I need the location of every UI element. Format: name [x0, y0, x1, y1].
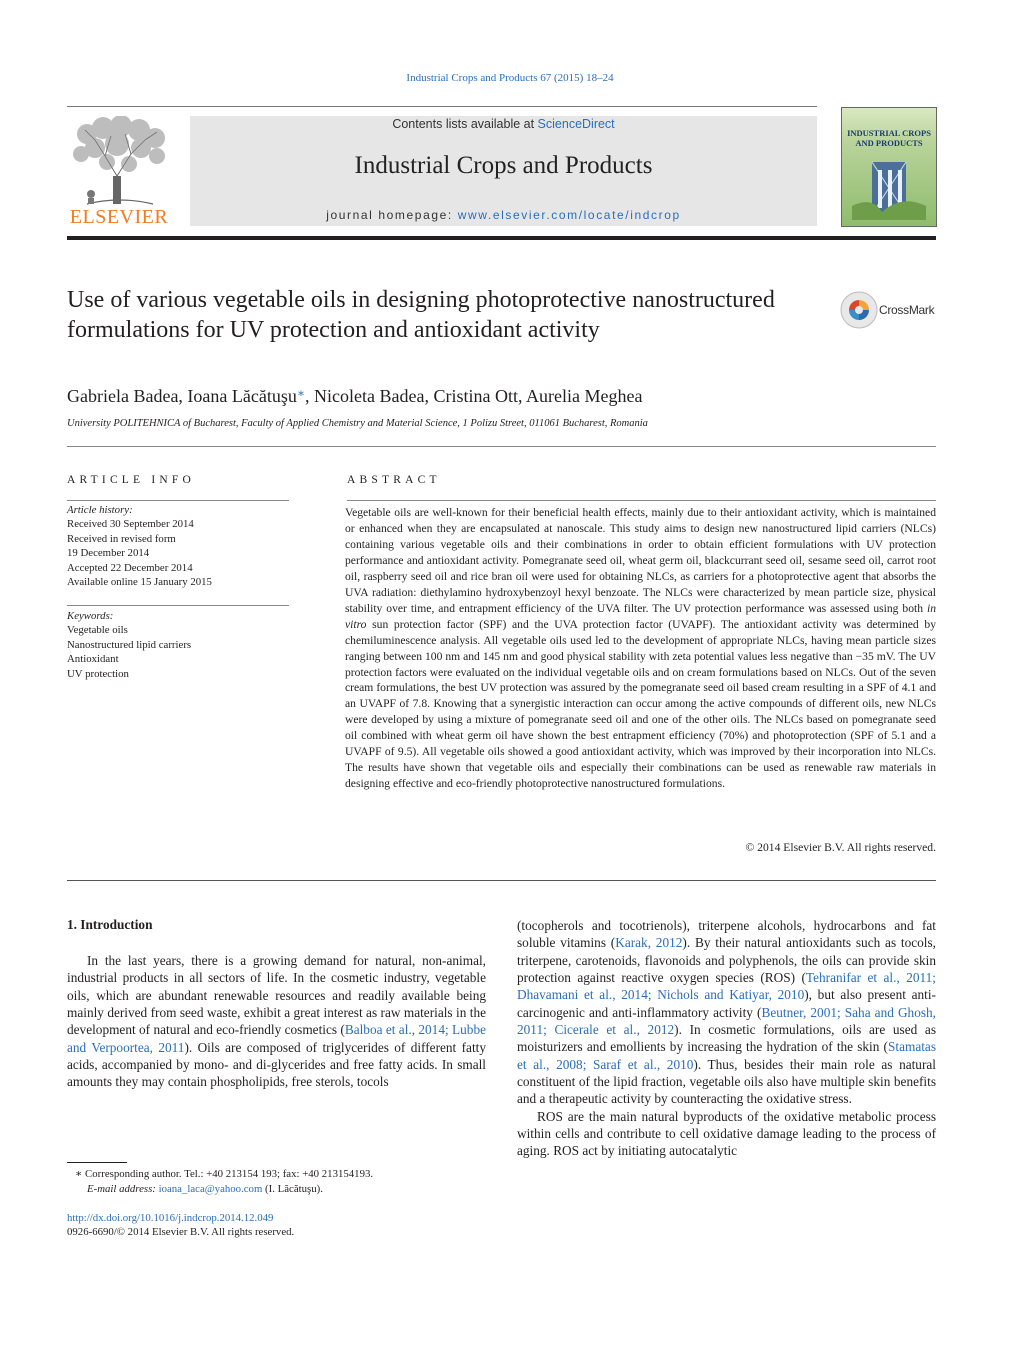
footnote-line-2	[67, 1182, 486, 1197]
body-right-column	[517, 917, 936, 1160]
history-item: Received 30 September 2014	[67, 518, 194, 531]
text-run: ). Thus, besides their main role as natural constituent of the lipid fraction, vegetable oils also have multiple skin benefits and a therapeutic activity by counteracting the oxidative stress.	[517, 1056, 936, 1107]
history-label: Article history:	[67, 504, 133, 516]
corresponding-author-marker[interactable]: ∗	[296, 386, 306, 400]
keyword-item: UV protection	[67, 667, 129, 680]
citation-link[interactable]: Karak, 2012	[615, 935, 683, 951]
contents-prefix: Contents lists available at	[392, 117, 538, 131]
author-affiliation: University POLITEHNICA of Bucharest, Faculty of Applied Chemistry and Material Science, 1 Polizu Street, 011061 Bucharest, Romania	[67, 418, 648, 429]
article-info-heading: ARTICLE INFO	[67, 474, 195, 486]
journal-name: Industrial Crops and Products	[354, 152, 653, 179]
abstract-body	[345, 505, 936, 792]
email-owner: (I. Lăcătuşu).	[262, 1182, 323, 1195]
citation-link[interactable]: Tehranifar et al., 2011; Dhavamani et al., 2014; Nichols and Katiyar, 2010	[517, 970, 936, 1003]
citation-link[interactable]: Stamatas et al., 2008; Saraf et al., 2010	[517, 1039, 936, 1072]
citation-link[interactable]: Beutner, 2001; Saha and Ghosh, 2011; Cicerale et al., 2012	[517, 1004, 936, 1038]
text-run: ), but also present anti-carcinogenic and anti-inflammatory activity (	[517, 987, 936, 1020]
abstract-heading: ABSTRACT	[347, 474, 441, 486]
introduction-heading: 1. Introduction	[67, 917, 153, 932]
footnote-contact: Corresponding author. Tel.: +40 213154 193; fax: +40 213154193.	[82, 1168, 374, 1180]
history-item: Received in revised form	[67, 532, 176, 545]
authors-rest: , Nicoleta Badea, Cristina Ott, Aurelia Meghea	[305, 386, 643, 406]
keyword-item: Vegetable oils	[67, 624, 128, 637]
keyword-item: Antioxidant	[67, 653, 119, 666]
text-run: ). Oils are composed of triglycerides of different fatty acids, accompanied by mono- and di-glycerides and free fatty acids. In small amounts they may contain phospholipids, free sterols, tocols	[67, 1039, 486, 1090]
text-run: In the last years, there is a growing demand for natural, non-animal, industrial products in all sectors of life. In the cosmetic industry, vegetable oils, which are abundant renewable resources and readily available being mainly derived from seed waste, exhibit a great interest as raw materials in the development of natural and eco-friendly cosmetics (	[67, 953, 486, 1038]
footnote-rule	[67, 1162, 127, 1163]
issn-line: 0926-6690/© 2014 Elsevier B.V. All rights reserved.	[67, 1226, 295, 1238]
citation-link[interactable]: Balboa et al., 2014; Lubbe and Verpoortea, 2011	[67, 1022, 486, 1055]
email-link[interactable]: ioana_laca@yahoo.com	[158, 1182, 263, 1195]
elsevier-wordmark: ELSEVIER	[69, 206, 169, 228]
header-thick-rule	[67, 236, 936, 240]
keyword-item: Nanostructured lipid carriers	[67, 638, 192, 651]
email-label: E-mail address:	[87, 1182, 156, 1195]
journal-reference-link[interactable]: Industrial Crops and Products 67 (2015) 18–24	[406, 72, 614, 84]
author-list	[67, 386, 642, 407]
intro-paragraph-1-cont	[517, 917, 936, 1108]
corresponding-author-footnote	[67, 1167, 486, 1196]
homepage-link[interactable]: www.elsevier.com/locate/indcrop	[457, 208, 681, 222]
doi-link[interactable]	[67, 1212, 273, 1224]
abstract-part-2: sun protection factor (SPF) and the UVA protection factor (UVAPF). The antioxidant activity was determined by chemiluminescence analysis. All vegetable oils used led to the development of appropriate NLCs, having mean particle sizes ranging between 100 nm and 145 nm and good physical stability with zeta potential values less negative than −35 mV. The UV protection factors were evaluated on the individual vegetable oils and on cream formulations based on NLCs. Out of the seven cream formulations, the best UV protection was assured by the pomegranate seed oil based cream resulting in a SPF of 4.1 and an UVAPF of 7.8. Knowing that a synergistic interaction can occur among the active compounds of different oils, new NLCs were developed by using a mixture of pomegranate seed oil and one of the other oils. The NLCs based on pomegranate seed oil combined with wheat germ oil have shown the best entrapment efficiency (70%) and photoprotection (SPF of 5.1 and a UVAPF of 9.5). All vegetable oils showed a good antioxidant activity, which was improved by their incorporation into NLCs. The results have shown that vegetable oils and especially their combinations can be used as renewable raw materials in designing effective and eco-friendly photoprotective nanostructured formulations.	[345, 617, 936, 791]
journal-homepage-line	[190, 208, 817, 222]
sciencedirect-link[interactable]: ScienceDirect	[537, 117, 615, 131]
article-title: Use of various vegetable oils in designing photoprotective nanostructured formulations for UV protection and antioxidant activity	[67, 287, 775, 343]
history-item: 19 December 2014	[67, 547, 150, 560]
intro-paragraph-2: ROS are the main natural byproducts of the oxidative metabolic process within cells and contribute to cell oxidative damage leading to the process of aging. ROS act by initiating autocatalytic	[517, 1108, 936, 1159]
abstract-bottom-rule	[67, 880, 936, 881]
article-info-rule	[67, 500, 289, 501]
cover-illustration-icon	[852, 156, 926, 220]
abstract-part-1: Vegetable oils are well-known for their beneficial health effects, mainly due to their antioxidant activity, which is maintained or enhanced when they are encapsulated at nanoscale. This study aims to design new nanostructured lipid carriers (NLCs) containing various vegetable oils and their combinations in order to obtain efficient formulations with UV protection performance and antioxidant activity. Pomegranate seed oil, wheat germ oil, blackcurrant seed oil, sesame seed oil, carrot root oil, raspberry seed oil and rice bran oil were used for obtaining NLCs, as carriers for a photoprotective agent that absorbs the UVA radiation: diethylamino hydroxybenzoyl hexyl benzoate. The NLCs were characterized by mean particle size, physical stability over time, and entrapment efficiency of the UVA filter. The UV protection performance was assessed using both	[345, 506, 936, 615]
contents-available-line	[190, 117, 817, 131]
abstract-italic-term: in vitro	[345, 601, 936, 631]
footnote-line-1	[67, 1167, 486, 1182]
keywords-rule	[67, 605, 289, 606]
homepage-prefix: journal homepage:	[326, 208, 458, 222]
history-item: Accepted 22 December 2014	[67, 561, 193, 574]
history-item: Available online 15 January 2015	[67, 576, 212, 589]
article-history	[67, 503, 289, 589]
journal-cover-thumbnail[interactable]	[841, 107, 937, 227]
crossmark-label[interactable]: CrossMark	[879, 303, 935, 317]
doi-link-text[interactable]: http://dx.doi.org/10.1016/j.indcrop.2014.12.049	[67, 1212, 274, 1224]
cover-title: INDUSTRIAL CROPS AND PRODUCTS	[847, 128, 931, 148]
authors-first: Gabriela Badea, Ioana Lăcătuşu	[67, 386, 297, 406]
text-run: ). In cosmetic formulations, oils are used as moisturizers and emollients by increasing the hydration of the skin (	[517, 1022, 936, 1055]
intro-paragraph-1	[67, 952, 486, 1091]
keywords-label: Keywords:	[67, 610, 114, 622]
body-left-column	[67, 952, 486, 1091]
title-bottom-rule	[67, 446, 936, 447]
abstract-copyright: © 2014 Elsevier B.V. All rights reserved.	[745, 841, 936, 854]
abstract-rule	[347, 500, 936, 501]
keywords-list	[67, 609, 289, 681]
header-top-rule	[67, 106, 817, 107]
text-run: ). By their natural antioxidants such as tocols, triterpene, carotenoids, flavonoids and polyphenols, the oils can provide skin protection against reactive oxygen species (ROS) (	[517, 935, 936, 986]
text-run: (tocopherols and tocotrienols), triterpene alcohols, hydrocarbons and fat soluble vitamins (	[517, 918, 936, 951]
footnote-star: ∗	[75, 1168, 83, 1180]
